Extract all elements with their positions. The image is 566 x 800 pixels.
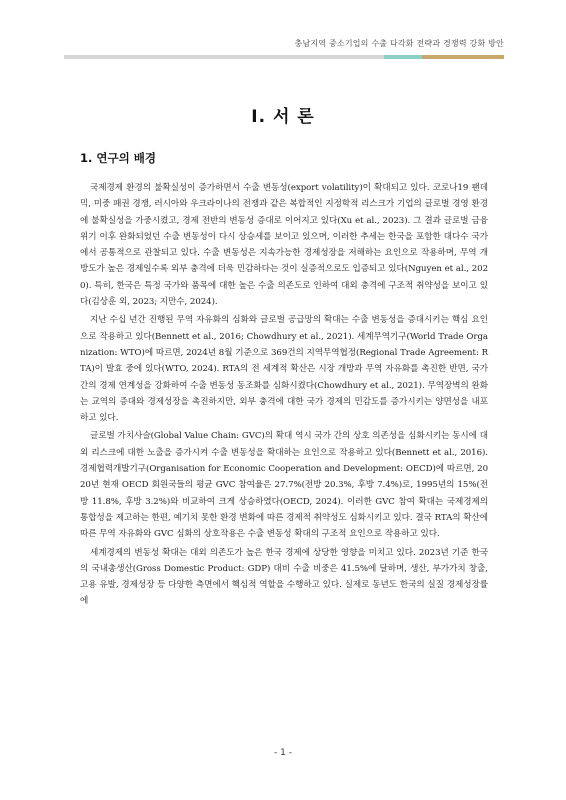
chapter-title: Ⅰ. 서 론: [251, 107, 315, 127]
header-rule-teal-segment: [384, 55, 422, 59]
header-rule-gray-segment: [64, 55, 384, 59]
paragraph-4: 세계경제의 변동성 확대는 대외 의존도가 높은 한국 경제에 상당한 영향을 미치고 있다. 2023년 기준 한국의 국내총생산(Gross Domestic Product: GDP) 대비 수출 비중은 41.5%에 달하며, 생산, 부가가치 창출, 고용 유발, 경제성장 등 다양한 측면에서 핵심적 역할을 수행하고 있다. 실제로 동년도 한국의 실질 경제성장률에: [80, 547, 488, 607]
paragraph-2: 지난 수십 년간 진행된 무역 자유화의 심화와 글로벌 공급망의 확대는 수출 변동성을 증대시키는 핵심 요인으로 작용하고 있다(Bennett et al., 2016; Chowdhury et al., 2021). 세계무역기구(World Trade Organization: WTO)에 따르면, 2024년 8월 기준으로 369건의 지역무역협정(Regional Trade Agreement: RTA)이 발효 중에 있다(WTO, 2024). RTA의 전 세계적 확산은 시장 개방과 무역 자유화를 촉진한 반면, 국가 간의 경제 연계성을 강화하여 수출 변동성 동조화를 심화시켰다(Chowdhury et al., 2021). 무역장벽의 완화는 교역의 증대와 경제성장을 촉진하지만, 외부 충격에 대한 국가 경제의 민감도를 증가시키는 양면성을 내포하고 있다.: [80, 315, 488, 424]
header-rule: [64, 55, 504, 59]
running-header: 충남지역 중소기업의 수출 다각화 전략과 경쟁력 강화 방안: [294, 39, 504, 48]
section-heading: 1. 연구의 배경: [80, 151, 156, 165]
paragraph-3: 글로벌 가치사슬(Global Value Chain: GVC)의 확대 역시 국가 간의 상호 의존성을 심화시키는 동시에 대외 리스크에 대한 노출을 증가시켜 수출 변동성을 확대하는 요인으로 작용하고 있다(Bennett et al., 2016). 경제협력개발기구(Organisation for Economic Cooperation and Development: OECD)에 따르면, 2020년 현재 OECD 회원국들의 평균 GVC 참여율은 27.7%(전방 20.3%, 후방 7.4%)로, 1995년의 15%(전방 11.8%, 후방 3.2%)와 비교하여 크게 상승하였다(OECD, 2024). 이러한 GVC 참여 확대는 국제경제의 통합성을 제고하는 한편, 예기치 못한 환경 변화에 따른 경제적 취약성도 심화시키고 있다. 결국 RTA의 확산에 따른 무역 자유화와 GVC 심화의 상호작용은 수출 변동성 확대의 구조적 요인으로 작용하고 있다.: [80, 431, 488, 540]
body-text: [80, 180, 488, 612]
page-number: - 1 -: [274, 748, 292, 758]
paragraph-1: 국제경제 환경의 불확실성이 증가하면서 수출 변동성(export volatility)이 확대되고 있다. 코로나19 팬데믹, 미중 패권 경쟁, 러시아와 우크라이나의 전쟁과 같은 복합적인 지정학적 리스크가 기업의 글로벌 경영 환경에 불확실성을 가중시켰고, 경제 전반의 변동성 증대로 이어지고 있다(Xu et al., 2023). 그 결과 글로벌 금융위기 이후 완화되었던 수출 변동성이 다시 상승세를 보이고 있으며, 이러한 추세는 한국을 포함한 대다수 국가에서 공통적으로 관찰되고 있다. 수출 변동성은 지속가능한 경제성장을 저해하는 요인으로 작용하며, 무역 개방도가 높은 경제일수록 외부 충격에 더욱 민감하다는 것이 실증적으로도 입증되고 있다(Nguyen et al., 2020). 특히, 한국은 특정 국가와 품목에 대한 높은 수출 의존도로 인하여 대외 충격에 구조적 취약성을 보이고 있다(김상훈 외, 2023; 지만수, 2024).: [80, 183, 488, 308]
header-rule-gold-segment: [422, 55, 504, 59]
